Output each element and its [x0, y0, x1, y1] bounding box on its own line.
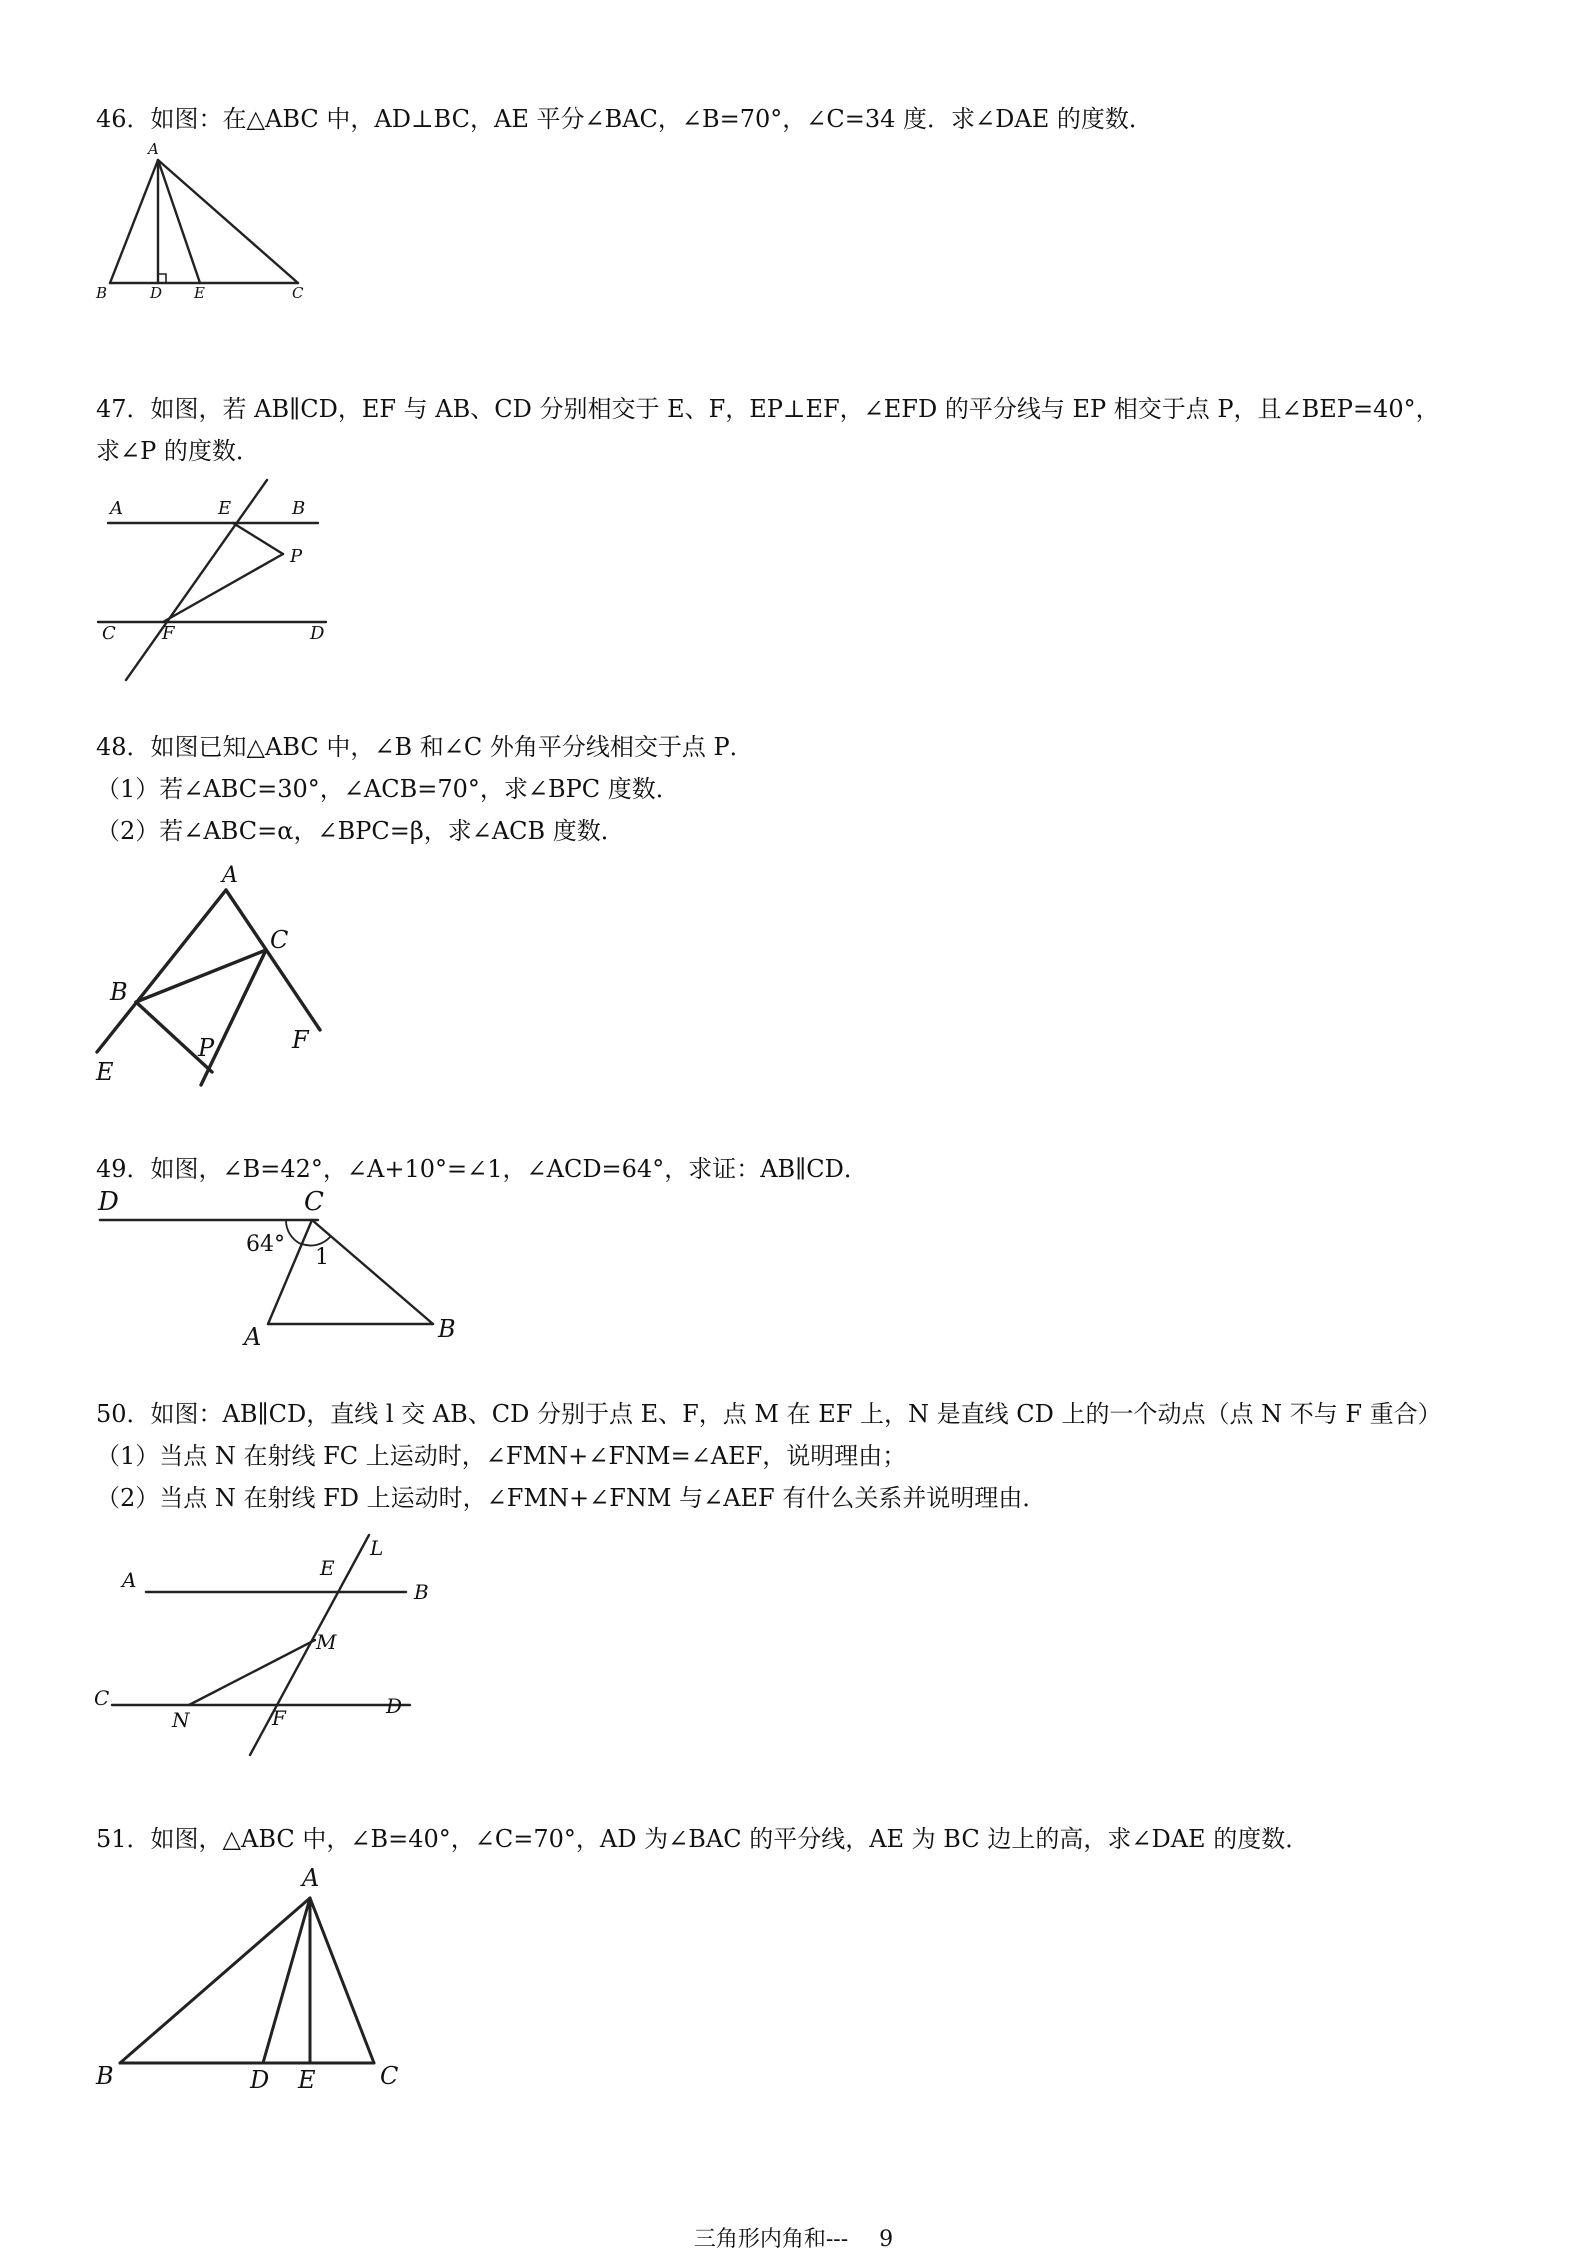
figure-50: [90, 1525, 450, 1765]
question-47: [96, 388, 1440, 472]
question-text-line: 51．如图，△ABC 中，∠B=40°，∠C=70°，AD 为∠BAC 的平分线，AE 为 BC 边上的高，求∠DAE 的度数．: [96, 1825, 1310, 1853]
label-A: A: [244, 1323, 262, 1351]
angle-64-label: 64°: [246, 1232, 285, 1257]
question-48: [96, 726, 754, 852]
question-text-line: 48．如图已知△ABC 中，∠B 和∠C 外角平分线相交于点 P．: [96, 733, 754, 761]
label-D: D: [386, 1694, 403, 1718]
label-A: A: [122, 1568, 137, 1592]
question-text-line: （1）当点 N 在射线 FC 上运动时，∠FMN+∠FNM=∠AEF，说明理由；: [96, 1442, 907, 1470]
label-D: D: [150, 284, 163, 302]
label-B: B: [110, 978, 128, 1006]
figure-48: [90, 860, 330, 1100]
label-B: B: [438, 1315, 456, 1343]
question-text-line: （2）当点 N 在射线 FD 上运动时，∠FMN+∠FNM 与∠AEF 有什么关系并说明理由．: [96, 1484, 1047, 1512]
question-50: [96, 1393, 1442, 1519]
question-text-line: 47．如图，若 AB∥CD，EF 与 AB、CD 分别相交于 E、F，EP⊥EF，∠EFD 的平分线与 EP 相交于点 P，且∠BEP=40°，: [96, 395, 1440, 423]
label-P: P: [198, 1034, 215, 1062]
label-A: A: [222, 863, 238, 888]
label-A: A: [302, 1864, 320, 1892]
label-C: C: [292, 284, 304, 302]
label-F: F: [292, 1026, 309, 1054]
label-F: F: [272, 1706, 286, 1730]
question-46: [96, 98, 1153, 140]
label-E: E: [96, 1058, 114, 1086]
footer-title: 三角形内角和---: [693, 2227, 849, 2252]
label-E: E: [298, 2066, 316, 2094]
label-L: L: [370, 1536, 384, 1560]
label-N: N: [172, 1708, 190, 1732]
question-text-line: （2）若∠ABC=α，∠BPC=β，求∠ACB 度数．: [96, 817, 625, 845]
label-D: D: [98, 1187, 119, 1217]
figure-47: [90, 470, 340, 690]
label-B: B: [96, 2062, 114, 2090]
label-E: E: [218, 498, 232, 519]
question-text-line: 46．如图：在△ABC 中，AD⊥BC，AE 平分∠BAC，∠B=70°，∠C=34 度．求∠DAE 的度数．: [96, 105, 1153, 133]
label-M: M: [316, 1630, 337, 1654]
label-C: C: [270, 926, 289, 954]
angle-1-label: 1: [315, 1245, 329, 1270]
label-E: E: [194, 284, 205, 302]
label-B: B: [292, 498, 306, 519]
page-footer: [0, 2222, 1587, 2253]
label-E: E: [320, 1556, 335, 1580]
label-D: D: [310, 623, 325, 644]
figure-49: [90, 1185, 470, 1360]
label-A: A: [110, 498, 123, 519]
figure-51: [90, 1860, 420, 2100]
page-number: 9: [879, 2227, 894, 2252]
label-C: C: [102, 623, 116, 644]
label-B: B: [96, 284, 108, 302]
label-A: A: [148, 140, 159, 158]
label-C: C: [94, 1686, 110, 1710]
question-text-line: 49．如图，∠B=42°，∠A+10°=∠1，∠ACD=64°，求证：AB∥CD．: [96, 1155, 868, 1183]
question-text-line: （1）若∠ABC=30°，∠ACB=70°，求∠BPC 度数．: [96, 775, 680, 803]
label-B: B: [414, 1580, 429, 1604]
label-C: C: [304, 1187, 324, 1217]
label-D: D: [250, 2066, 270, 2094]
figure-46: [90, 140, 320, 310]
question-49: [96, 1148, 868, 1190]
label-F: F: [162, 623, 175, 644]
question-text-line: 50．如图：AB∥CD，直线 l 交 AB、CD 分别于点 E、F，点 M 在 EF 上，N 是直线 CD 上的一个动点（点 N 不与 F 重合）: [96, 1400, 1442, 1428]
label-C: C: [380, 2062, 399, 2090]
question-51: [96, 1818, 1309, 1860]
question-text-line: 求∠P 的度数．: [96, 437, 260, 465]
label-P: P: [290, 546, 303, 567]
